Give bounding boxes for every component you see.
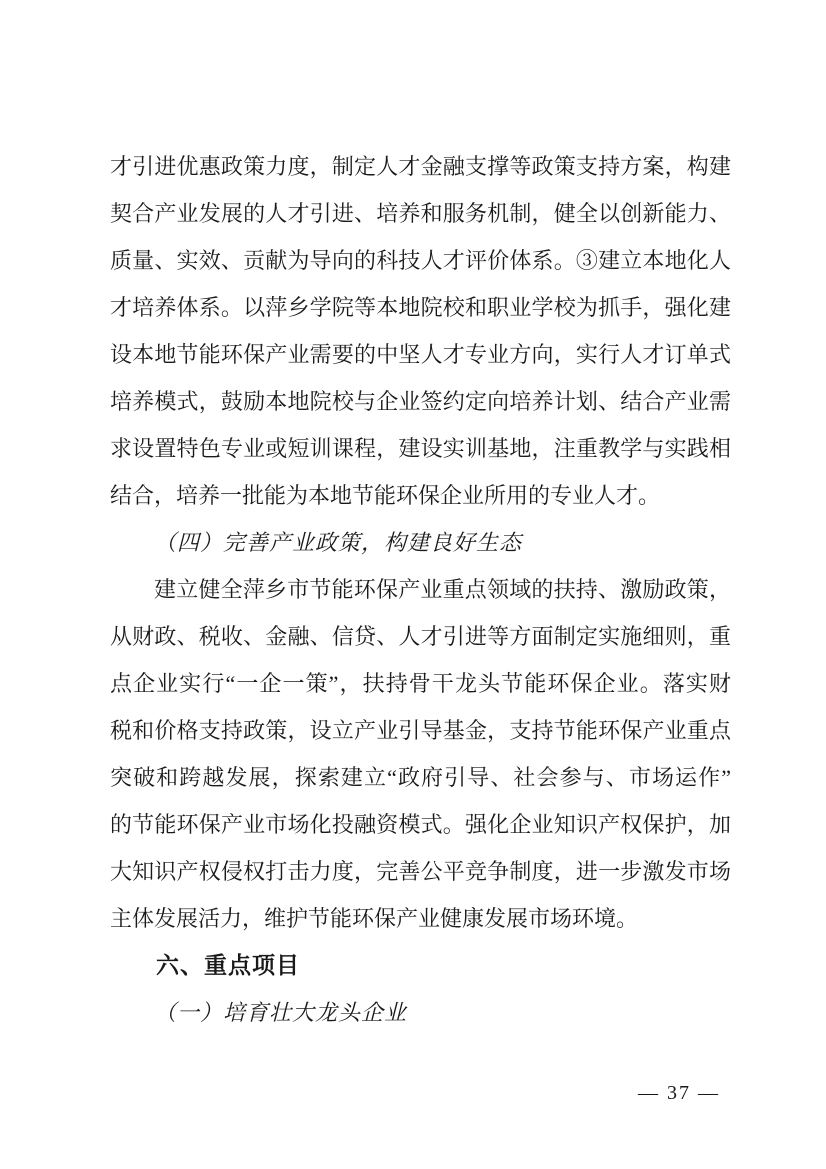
body-line: 才引进优惠政策力度，制定人才金融支撑等政策支持方案，构建 [110,154,731,179]
body-line: 才培养体系。以萍乡学院等本地院校和职业学校为抓手，强化建 [110,295,731,320]
body-line-paragraph-start: 建立健全萍乡市节能环保产业重点领域的扶持、激励政策， [154,577,731,602]
body-line: 从财政、税收、金融、信贷、人才引进等方面制定实施细则，重 [110,624,731,649]
body-line: 求设置特色专业或短训课程，建设实训基地，注重教学与实践相 [110,436,731,461]
body-line: 质量、实效、贡献为导向的科技人才评价体系。③建立本地化人 [110,248,731,273]
body-line: 培养模式，鼓励本地院校与企业签约定向培养计划、结合产业需 [110,389,731,414]
body-line: 大知识产权侵权打击力度，完善公平竞争制度，进一步激发市场 [110,859,731,884]
body-line: 设本地节能环保产业需要的中坚人才专业方向，实行人才订单式 [110,342,731,367]
page-number: — 37 — [638,1082,720,1104]
body-line: 的节能环保产业市场化投融资模式。强化企业知识产权保护，加 [110,812,731,837]
body-line: 税和价格支持政策，设立产业引导基金，支持节能环保产业重点 [110,718,731,743]
section-6-heading: 六、重点项目 [156,952,300,978]
body-line-paragraph-end: 主体发展活力，维护节能环保产业健康发展市场环境。 [110,906,639,931]
text-column [110,143,731,1036]
body-line-paragraph-end: 结合，培养一批能为本地节能环保企业所用的专业人才。 [110,483,661,508]
section-4-heading: （四）完善产业政策，构建良好生态 [154,530,523,555]
body-line: 点企业实行“一企一策”，扶持骨干龙头节能环保企业。落实财 [110,671,731,696]
body-line: 突破和跨越发展，探索建立“政府引导、社会参与、市场运作” [110,765,731,790]
section-6-1-heading: （一）培育壮大龙头企业 [154,1000,408,1025]
body-line: 契合产业发展的人才引进、培养和服务机制，健全以创新能力、 [110,201,731,226]
